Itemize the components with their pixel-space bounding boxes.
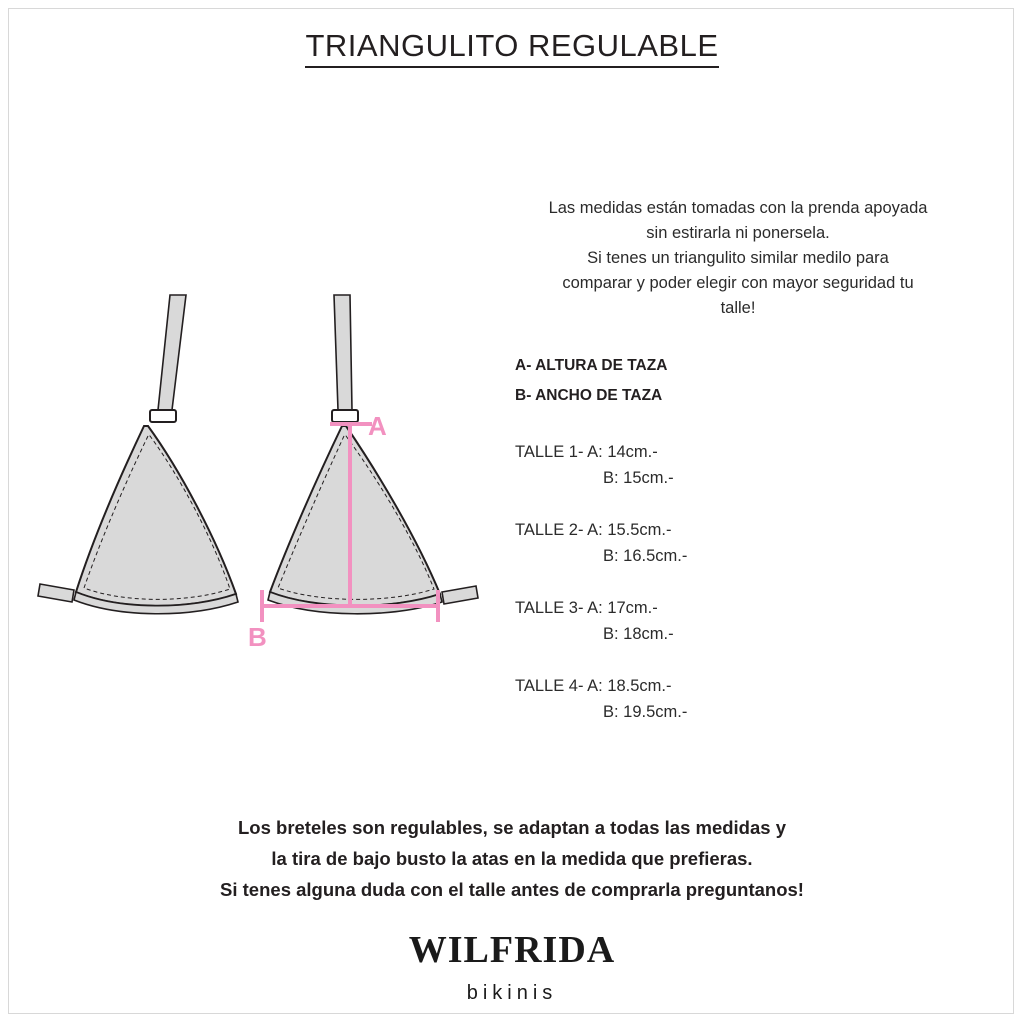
page-title-text: TRIANGULITO REGULABLE [305,28,718,68]
right-cup-group [268,295,478,614]
size-3-height: TALLE 3- A: 17cm.- [515,599,658,617]
size-row [515,595,964,647]
size-2-width: B: 16.5cm.- [603,547,688,565]
size-row [515,517,964,569]
left-side-tie [38,584,74,602]
size-4-height: TALLE 4- A: 18.5cm.- [515,677,672,695]
info-column [512,196,964,751]
note-line-2: la tira de bajo busto la atas en la medida que prefieras. [271,848,753,869]
measure-b-label: B [248,622,267,652]
intro-line-5: talle! [720,299,756,317]
right-strap [334,295,352,410]
measurement-legend [512,351,964,411]
size-1-height: TALLE 1- A: 14cm.- [515,443,658,461]
measure-a-label: A [368,411,387,441]
brand-logo [0,928,1024,1005]
intro-text [512,196,964,321]
page-title [0,28,1024,64]
left-cup [76,426,236,606]
note-line-3: Si tenes alguna duda con el talle antes de comprarla preguntanos! [220,879,804,900]
size-2-height: TALLE 2- A: 15.5cm.- [515,521,672,539]
left-strap-adjuster [150,410,176,422]
legend-item-b: B- ANCHO DE TAZA [515,387,663,404]
intro-line-2: sin estirarla ni ponersela. [646,224,830,242]
left-cup-group [38,295,238,614]
note-line-1: Los breteles son regulables, se adaptan a todas las medidas y [237,817,786,838]
intro-line-1: Las medidas están tomadas con la prenda apoyada [548,199,928,217]
right-side-tie [442,586,478,604]
intro-line-3: Si tenes un triangulito similar medilo para [587,249,889,267]
size-1-width: B: 15cm.- [603,469,674,487]
brand-subtitle: bikinis [466,982,558,1004]
legend-item-a: A- ALTURA DE TAZA [515,357,668,374]
size-row [515,673,964,725]
size-4-width: B: 19.5cm.- [603,703,688,721]
size-table [512,439,964,725]
right-cup [270,426,440,606]
bikini-diagram-svg [20,270,500,670]
size-row [515,439,964,491]
bikini-top-illustration [20,270,500,670]
bottom-note [0,812,1024,905]
left-strap [158,295,186,410]
right-strap-adjuster [332,410,358,422]
size-3-width: B: 18cm.- [603,625,674,643]
intro-line-4: comparar y poder elegir con mayor seguridad tu [562,274,914,292]
brand-name: WILFRIDA [408,929,616,971]
